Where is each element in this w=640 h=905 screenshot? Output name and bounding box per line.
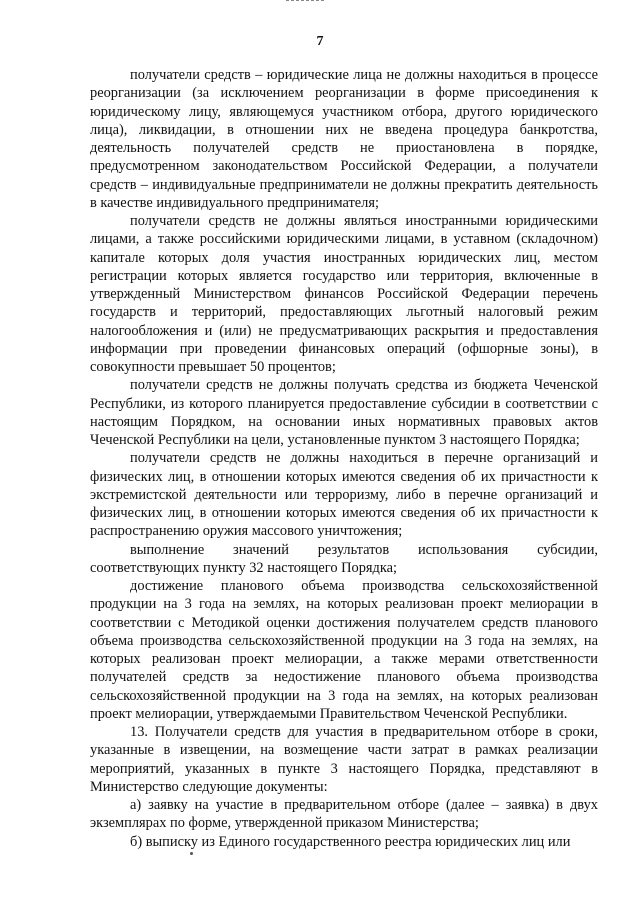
scan-mark	[286, 0, 324, 5]
page-number: 7	[316, 34, 324, 49]
paragraph-item-b: б) выписку из Единого государственного реестра юридических лиц или	[130, 833, 571, 850]
paragraph-extremism-lists: получатели средств не должны находиться в перечне организаций и физических лиц, в отношении которых имеются сведения об их причастности к экстремистской деятельности или терроризму, либо в перечне организаций и физических лиц, в отношении которых имеются сведения об их причастности к распространению оружия массового уничтожения;	[90, 450, 598, 540]
scan-speck	[190, 852, 193, 855]
paragraph-recipients-reorganization: получатели средств – юридические лица не должны находиться в процессе реорганизации (за исключением реорганизации в форме присоединения к юридическому лицу, являющемуся участником отбора, другого юридического лица), ликвидации, в отношении них не введена процедура банкротства, деятельность получателей средств не приостановлена в порядке, предусмотренном законодательством Российской Федерации, а получатели средств – индивидуальные предприниматели не должны прекратить деятельность в качестве индивидуального предпринимателя;	[90, 67, 598, 211]
paragraph-item-a: а) заявку на участие в предварительном отборе (далее – заявка) в двух экземплярах по форме, утвержденной приказом Министерства;	[90, 797, 598, 832]
paragraph-no-other-budget-funds: получатели средств не должны получать средства из бюджета Чеченской Республики, из которого планируется предоставление субсидии в соответствии с настоящим Порядком, на основании иных нормативных правовых актов Чеченской Республики на цели, установленные пунктом 3 настоящего Порядка;	[90, 377, 598, 448]
paragraph-production-volume: достижение планового объема производства сельскохозяйственной продукции на 3 года на землях, на которых реализован проект мелиорации в соответствии с Методикой оценки достижения получателем средств планового объема производства сельскохозяйственной продукции на 3 года на землях, на которых реализован проект мелиорации, а также мерами ответственности получателей средств за недостижение планового объема производства сельскохозяйственной продукции на 3 года на землях, на которых реализован проект мелиорации, утверждаемыми Правительством Чеченской Республики.	[90, 578, 598, 722]
paragraph-item-13: 13. Получатели средств для участия в предварительном отборе в сроки, указанные в извещении, на возмещение части затрат в рамках реализации мероприятий, указанных в пункте 3 настоящего Порядка, представляют в Министерство следующие документы:	[90, 724, 598, 795]
paragraph-foreign-entities: получатели средств не должны являться иностранными юридическими лицами, а также российскими юридическими лицами, в уставном (складочном) капитале которых доля участия иностранных юридических лиц, местом регистрации которых является государство или территория, включенные в утвержденный Министерством финансов Российской Федерации перечень государств и территорий, предоставляющих льготный налоговый режим налогообложения и (или) не предусматривающих раскрытия и предоставления информации при проведении финансовых операций (офшорные зоны), в совокупности превышает 50 процентов;	[90, 213, 598, 375]
document-body	[90, 66, 598, 851]
paragraph-subsidy-results: выполнение значений результатов использования субсидии, соответствующих пункту 32 настоящего Порядка;	[90, 541, 598, 576]
